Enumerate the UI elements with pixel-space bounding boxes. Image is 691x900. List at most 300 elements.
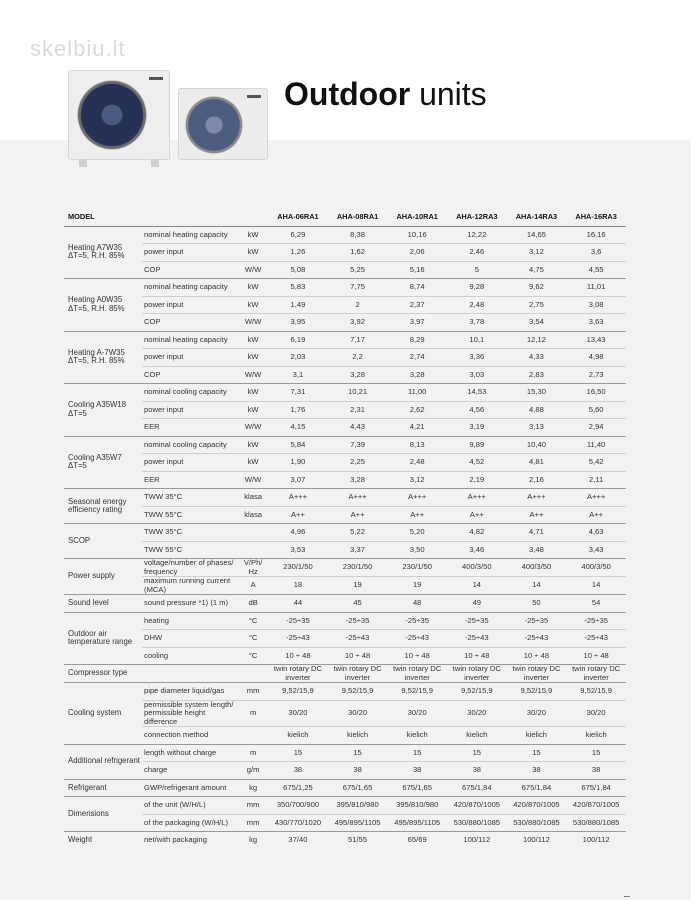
unit-label: klasa	[238, 489, 268, 507]
table-row	[64, 647, 626, 665]
value-cell: 2,48	[387, 454, 447, 472]
fan-grille-icon	[185, 96, 243, 154]
unit-label: kW	[238, 384, 268, 402]
value-cell: 10 ÷ 48	[566, 647, 626, 665]
value-cell: 11,40	[566, 436, 626, 454]
group-label: Heating A-7W35 ΔT=5, R.H. 85%	[64, 331, 142, 384]
unit-label: klasa	[238, 506, 268, 524]
value-cell: 5,84	[268, 436, 328, 454]
table-row	[64, 630, 626, 648]
value-cell: -25÷35	[268, 612, 328, 630]
parameter-label: EER	[142, 419, 238, 437]
value-cell: 48	[387, 595, 447, 613]
value-cell: 675/1,65	[328, 779, 388, 797]
value-cell: 19	[387, 577, 447, 595]
value-cell: 3,63	[566, 314, 626, 332]
table-row	[64, 612, 626, 630]
value-cell: A++	[447, 506, 507, 524]
table-row	[64, 279, 626, 297]
unit-label: m	[238, 700, 268, 727]
value-cell: 10,16	[387, 226, 447, 244]
table-row	[64, 559, 626, 577]
value-cell: 14,65	[507, 226, 567, 244]
value-cell: 15	[328, 744, 388, 762]
parameter-label: nominal heating capacity	[142, 226, 238, 244]
value-cell: twin rotary DC inverter	[387, 665, 447, 683]
value-cell: 30/20	[328, 700, 388, 727]
value-cell: 4,33	[507, 349, 567, 367]
value-cell: 675/1,84	[566, 779, 626, 797]
table-row	[64, 665, 626, 683]
value-cell: 4,75	[507, 261, 567, 279]
value-cell: 1,90	[268, 454, 328, 472]
value-cell: -25÷43	[387, 630, 447, 648]
group-label: Weight	[64, 832, 142, 850]
unit-label: dB	[238, 595, 268, 613]
value-cell: 8,74	[387, 279, 447, 297]
parameter-label: COP	[142, 261, 238, 279]
parameter-label: of the packaging (W/H/L)	[142, 814, 238, 832]
value-cell: -25÷43	[507, 630, 567, 648]
table-row	[64, 384, 626, 402]
table-row	[64, 683, 626, 701]
outdoor-unit-large-image	[68, 70, 170, 160]
unit-label: kW	[238, 226, 268, 244]
value-cell: -25÷35	[507, 612, 567, 630]
value-cell: 230/1/50	[328, 559, 388, 577]
value-cell: 495/895/1105	[328, 814, 388, 832]
value-cell: 10 ÷ 48	[447, 647, 507, 665]
table-row	[64, 814, 626, 832]
group-label: Heating A0W35 ΔT=5, R.H. 85%	[64, 279, 142, 332]
parameter-label: cooling	[142, 647, 238, 665]
value-cell: 2,48	[447, 296, 507, 314]
table-row	[64, 489, 626, 507]
value-cell: 10 ÷ 48	[268, 647, 328, 665]
value-cell: 230/1/50	[387, 559, 447, 577]
group-label: Cooling system	[64, 683, 142, 745]
value-cell: 2,31	[328, 401, 388, 419]
value-cell: 9,28	[447, 279, 507, 297]
value-cell: 54	[566, 595, 626, 613]
group-label: Refrigerant	[64, 779, 142, 797]
parameter-label: COP	[142, 366, 238, 384]
value-cell: 230/1/50	[268, 559, 328, 577]
value-cell: -25÷43	[447, 630, 507, 648]
table-row	[64, 226, 626, 244]
table-row	[64, 244, 626, 262]
parameter-label: TWW 55°C	[142, 506, 238, 524]
value-cell: 3,92	[328, 314, 388, 332]
model-column-header: AHA-12RA3	[447, 208, 507, 226]
parameter-label: heating	[142, 612, 238, 630]
value-cell: 3,28	[328, 471, 388, 489]
table-row	[64, 454, 626, 472]
title-bold: Outdoor	[284, 76, 411, 112]
value-cell: 6,29	[268, 226, 328, 244]
value-cell: twin rotary DC inverter	[507, 665, 567, 683]
watermark: skelbiu.lt	[30, 36, 126, 61]
value-cell: -25÷35	[387, 612, 447, 630]
unit-label: kW	[238, 331, 268, 349]
value-cell: kielich	[328, 727, 388, 745]
value-cell: 19	[328, 577, 388, 595]
unit-label: mm	[238, 814, 268, 832]
value-cell: 4,52	[447, 454, 507, 472]
value-cell: 49	[447, 595, 507, 613]
value-cell: 3,13	[507, 419, 567, 437]
parameter-label: TWW 55°C	[142, 541, 238, 559]
value-cell: kielich	[507, 727, 567, 745]
value-cell: 10 ÷ 48	[328, 647, 388, 665]
value-cell: 430/770/1020	[268, 814, 328, 832]
value-cell: 38	[328, 762, 388, 780]
parameter-label: permissible system length/ permissible height difference	[142, 700, 238, 727]
value-cell: 5,83	[268, 279, 328, 297]
value-cell: 15,30	[507, 384, 567, 402]
value-cell: 3,03	[447, 366, 507, 384]
page-corner-mark	[624, 896, 630, 897]
value-cell: 9,52/15,9	[328, 683, 388, 701]
value-cell: 2,94	[566, 419, 626, 437]
value-cell: 3,6	[566, 244, 626, 262]
value-cell: 9,52/15,9	[387, 683, 447, 701]
value-cell: 51/55	[328, 832, 388, 850]
value-cell: 2,46	[447, 244, 507, 262]
table-row	[64, 471, 626, 489]
parameter-label: EER	[142, 471, 238, 489]
parameter-label	[142, 665, 238, 683]
table-row	[64, 541, 626, 559]
value-cell: 3,43	[566, 541, 626, 559]
unit-foot	[79, 159, 87, 167]
parameter-label: sound pressure *1) (1 m)	[142, 595, 238, 613]
unit-label: kW	[238, 296, 268, 314]
value-cell: 2,62	[387, 401, 447, 419]
value-cell: 15	[507, 744, 567, 762]
value-cell: 7,31	[268, 384, 328, 402]
parameter-label: voltage/number of phases/ frequency	[142, 559, 238, 577]
parameter-label: nominal heating capacity	[142, 279, 238, 297]
value-cell: 7,75	[328, 279, 388, 297]
parameter-label: power input	[142, 454, 238, 472]
value-cell: 3,48	[507, 541, 567, 559]
group-label: Compressor type	[64, 665, 142, 683]
value-cell: 4,21	[387, 419, 447, 437]
value-cell: 9,52/15,9	[507, 683, 567, 701]
unit-label: kW	[238, 454, 268, 472]
value-cell: A+++	[268, 489, 328, 507]
value-cell: 3,28	[387, 366, 447, 384]
group-label: SCOP	[64, 524, 142, 559]
value-cell: 9,52/15,9	[447, 683, 507, 701]
table-row	[64, 762, 626, 780]
parameter-label: pipe diameter liquid/gas	[142, 683, 238, 701]
table-row	[64, 436, 626, 454]
value-cell: 420/870/1005	[447, 797, 507, 815]
model-column-header: AHA-14RA3	[507, 208, 567, 226]
value-cell: 3,28	[328, 366, 388, 384]
group-label: Sound level	[64, 595, 142, 613]
value-cell: 38	[507, 762, 567, 780]
table-row	[64, 832, 626, 850]
value-cell: 420/870/1005	[507, 797, 567, 815]
table-row	[64, 779, 626, 797]
value-cell: 4,55	[566, 261, 626, 279]
value-cell: 10,40	[507, 436, 567, 454]
value-cell: 1,76	[268, 401, 328, 419]
table-row	[64, 314, 626, 332]
value-cell: 5,25	[328, 261, 388, 279]
value-cell: 395/810/980	[387, 797, 447, 815]
value-cell: 530/880/1085	[447, 814, 507, 832]
value-cell: 400/3/50	[507, 559, 567, 577]
parameter-label: maximum running current (MCA)	[142, 577, 238, 595]
unit-label	[238, 524, 268, 542]
value-cell: twin rotary DC inverter	[447, 665, 507, 683]
value-cell: 50	[507, 595, 567, 613]
table-header-row	[64, 208, 626, 226]
table-row	[64, 331, 626, 349]
group-label: Additional refrigerant	[64, 744, 142, 779]
table-row	[64, 577, 626, 595]
value-cell: 14	[566, 577, 626, 595]
value-cell: A+++	[387, 489, 447, 507]
value-cell: 2,74	[387, 349, 447, 367]
value-cell: 4,81	[507, 454, 567, 472]
value-cell: 9,62	[507, 279, 567, 297]
value-cell: 400/3/50	[566, 559, 626, 577]
spec-table-body	[64, 226, 626, 849]
parameter-label: TWW 35°C	[142, 489, 238, 507]
table-row	[64, 524, 626, 542]
value-cell: 3,50	[387, 541, 447, 559]
value-cell: -25÷35	[447, 612, 507, 630]
value-cell: 15	[447, 744, 507, 762]
value-cell: 2,16	[507, 471, 567, 489]
value-cell: 2,83	[507, 366, 567, 384]
table-row	[64, 296, 626, 314]
value-cell: 4,88	[507, 401, 567, 419]
value-cell: 38	[447, 762, 507, 780]
unit-label	[238, 541, 268, 559]
outdoor-unit-small-image	[178, 88, 268, 160]
value-cell: 400/3/50	[447, 559, 507, 577]
value-cell: 2,2	[328, 349, 388, 367]
value-cell: 5,22	[328, 524, 388, 542]
table-row	[64, 797, 626, 815]
value-cell: 16,50	[566, 384, 626, 402]
parameter-label: power input	[142, 349, 238, 367]
value-cell: A++	[507, 506, 567, 524]
unit-label	[238, 727, 268, 745]
value-cell: 8,38	[328, 226, 388, 244]
value-cell: 5,20	[387, 524, 447, 542]
value-cell: 30/20	[268, 700, 328, 727]
table-row	[64, 261, 626, 279]
value-cell: -25÷43	[566, 630, 626, 648]
value-cell: 16,16	[566, 226, 626, 244]
value-cell: 38	[268, 762, 328, 780]
value-cell: A++	[387, 506, 447, 524]
value-cell: 65/69	[387, 832, 447, 850]
unit-label: W/W	[238, 261, 268, 279]
parameter-label: net/with packaging	[142, 832, 238, 850]
unit-label: °C	[238, 647, 268, 665]
value-cell: 11,00	[387, 384, 447, 402]
model-column-header: AHA-10RA1	[387, 208, 447, 226]
table-row	[64, 700, 626, 727]
parameter-label: connection method	[142, 727, 238, 745]
value-cell: 3,53	[268, 541, 328, 559]
value-cell: 530/880/1085	[566, 814, 626, 832]
value-cell: A+++	[566, 489, 626, 507]
value-cell: 675/1,84	[447, 779, 507, 797]
value-cell: 10,1	[447, 331, 507, 349]
value-cell: 2	[328, 296, 388, 314]
value-cell: 2,19	[447, 471, 507, 489]
value-cell: 10,21	[328, 384, 388, 402]
value-cell: 15	[268, 744, 328, 762]
value-cell: 3,97	[387, 314, 447, 332]
value-cell: 3,07	[268, 471, 328, 489]
value-cell: -25÷43	[328, 630, 388, 648]
parameter-label: power input	[142, 401, 238, 419]
value-cell: 420/870/1005	[566, 797, 626, 815]
unit-label: kW	[238, 401, 268, 419]
value-cell: 7,17	[328, 331, 388, 349]
value-cell: 3,12	[387, 471, 447, 489]
value-cell: 4,43	[328, 419, 388, 437]
value-cell: 38	[387, 762, 447, 780]
parameter-label: charge	[142, 762, 238, 780]
value-cell: 15	[387, 744, 447, 762]
spec-table	[64, 208, 626, 849]
unit-label: kW	[238, 279, 268, 297]
value-cell: A++	[268, 506, 328, 524]
parameter-label: power input	[142, 296, 238, 314]
model-column-header: AHA-06RA1	[268, 208, 328, 226]
value-cell: 4,82	[447, 524, 507, 542]
unit-label: kW	[238, 244, 268, 262]
brand-logo-mark	[149, 77, 163, 80]
value-cell: kielich	[447, 727, 507, 745]
table-row	[64, 419, 626, 437]
model-column-header: AHA-16RA3	[566, 208, 626, 226]
value-cell: 4,15	[268, 419, 328, 437]
value-cell: twin rotary DC inverter	[566, 665, 626, 683]
value-cell: twin rotary DC inverter	[328, 665, 388, 683]
group-label: Cooling A35W7 ΔT=5	[64, 436, 142, 489]
value-cell: 38	[566, 762, 626, 780]
unit-label	[238, 665, 268, 683]
value-cell: 30/20	[447, 700, 507, 727]
value-cell: 5,42	[566, 454, 626, 472]
unit-label: W/W	[238, 419, 268, 437]
table-row	[64, 366, 626, 384]
parameter-label: nominal heating capacity	[142, 331, 238, 349]
value-cell: 30/20	[387, 700, 447, 727]
value-cell: 5,60	[566, 401, 626, 419]
value-cell: 4,56	[447, 401, 507, 419]
value-cell: 1,62	[328, 244, 388, 262]
value-cell: 14	[507, 577, 567, 595]
value-cell: 5,08	[268, 261, 328, 279]
value-cell: 9,52/15,9	[268, 683, 328, 701]
value-cell: 2,06	[387, 244, 447, 262]
value-cell: A+++	[507, 489, 567, 507]
table-row	[64, 744, 626, 762]
value-cell: 1,26	[268, 244, 328, 262]
value-cell: A++	[566, 506, 626, 524]
parameter-label: DHW	[142, 630, 238, 648]
value-cell: -25÷35	[566, 612, 626, 630]
value-cell: 675/1,84	[507, 779, 567, 797]
value-cell: 5	[447, 261, 507, 279]
unit-label: °C	[238, 612, 268, 630]
page-title	[284, 76, 487, 113]
value-cell: 3,19	[447, 419, 507, 437]
value-cell: A+++	[447, 489, 507, 507]
value-cell: 100/112	[447, 832, 507, 850]
value-cell: 3,1	[268, 366, 328, 384]
value-cell: 8,29	[387, 331, 447, 349]
value-cell: 8,13	[387, 436, 447, 454]
table-row	[64, 506, 626, 524]
value-cell: 2,73	[566, 366, 626, 384]
value-cell: 4,63	[566, 524, 626, 542]
unit-label: kg	[238, 832, 268, 850]
value-cell: 9,89	[447, 436, 507, 454]
value-cell: 7,39	[328, 436, 388, 454]
value-cell: kielich	[268, 727, 328, 745]
table-row	[64, 349, 626, 367]
unit-label: °C	[238, 630, 268, 648]
value-cell: 2,37	[387, 296, 447, 314]
value-cell: kielich	[566, 727, 626, 745]
value-cell: 3,37	[328, 541, 388, 559]
parameter-label: TWW 35°C	[142, 524, 238, 542]
value-cell: 100/112	[507, 832, 567, 850]
value-cell: 495/895/1105	[387, 814, 447, 832]
value-cell: 30/20	[507, 700, 567, 727]
value-cell: 2,75	[507, 296, 567, 314]
unit-label: W/W	[238, 314, 268, 332]
value-cell: 3,95	[268, 314, 328, 332]
parameter-label: nominal cooling capacity	[142, 384, 238, 402]
value-cell: 675/1,25	[268, 779, 328, 797]
value-cell: 395/810/980	[328, 797, 388, 815]
unit-label: kg	[238, 779, 268, 797]
value-cell: 1,49	[268, 296, 328, 314]
unit-label: m	[238, 744, 268, 762]
value-cell: -25÷35	[328, 612, 388, 630]
unit-label: A	[238, 577, 268, 595]
value-cell: 12,12	[507, 331, 567, 349]
value-cell: 3,12	[507, 244, 567, 262]
value-cell: -25÷43	[268, 630, 328, 648]
value-cell: 2,03	[268, 349, 328, 367]
value-cell: 45	[328, 595, 388, 613]
value-cell: 530/880/1085	[507, 814, 567, 832]
group-label: Dimensions	[64, 797, 142, 832]
value-cell: 12,22	[447, 226, 507, 244]
value-cell: 15	[566, 744, 626, 762]
parameter-label: nominal cooling capacity	[142, 436, 238, 454]
group-label: Heating A7W35 ΔT=5, R.H. 85%	[64, 226, 142, 279]
unit-foot	[151, 159, 159, 167]
model-header: MODEL	[64, 208, 268, 226]
